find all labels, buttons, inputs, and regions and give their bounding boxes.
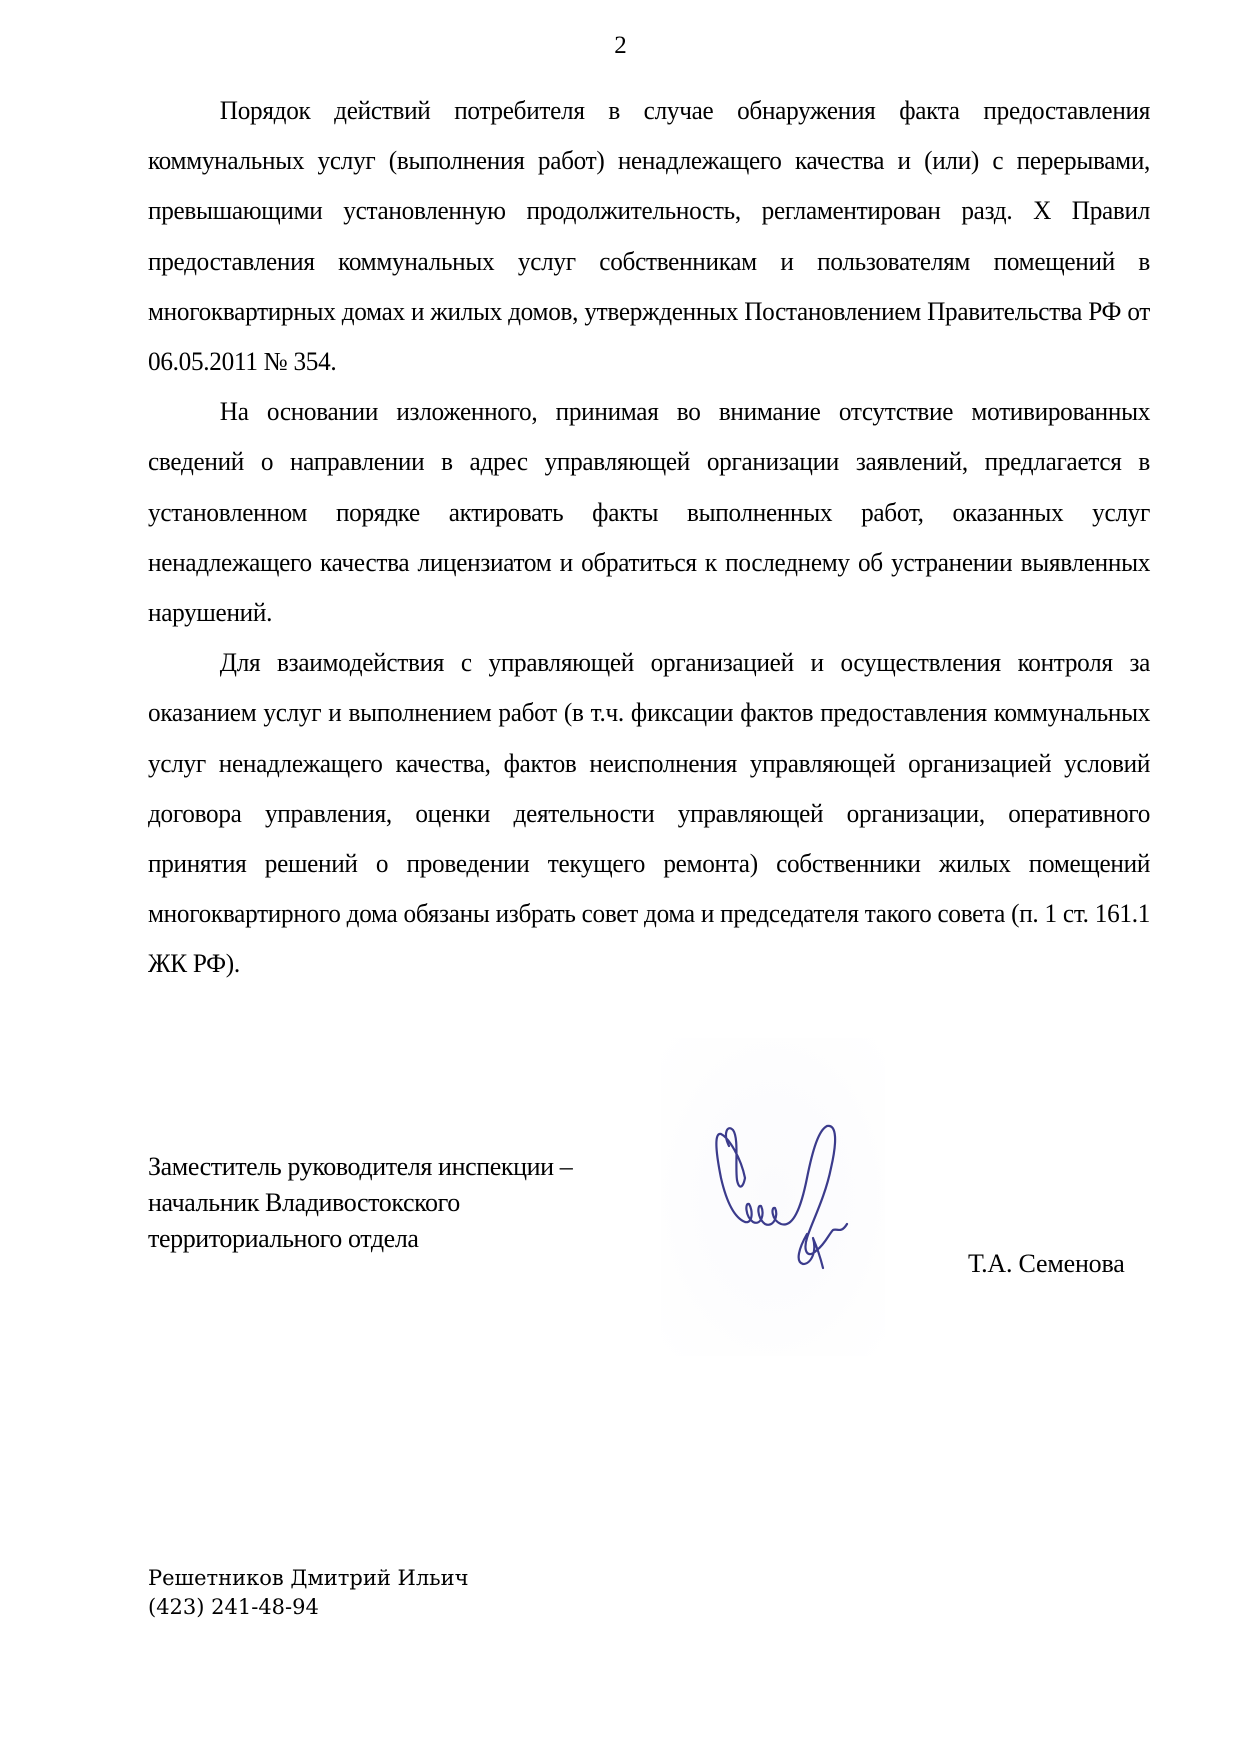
- signature-icon: [661, 1038, 885, 1356]
- paragraph-house-council: Для взаимодействия с управляющей организацией и осуществления контроля за оказанием услуг и выполнением работ (в т.ч. фиксации фактов предоставления коммунальных услуг ненадлежащего качества, фактов неисполнения управляющей организацией условий договора управления, оценки деятельности управляющей организации, оперативного принятия решений о проведении текущего ремонта) собственники жилых помещений многоквартирного дома обязаны избрать совет дома и председателя такого совета (п. 1 ст. 161.1 ЖК РФ).: [148, 648, 1151, 979]
- executor-contact: [148, 1564, 469, 1622]
- signatory-position: [148, 1149, 572, 1257]
- executor-name: Решетников Дмитрий Ильич: [148, 1566, 469, 1590]
- executor-phone: (423) 241-48-94: [148, 1595, 319, 1619]
- position-line: Заместитель руководителя инспекции –: [148, 1152, 573, 1181]
- signatory-name: Т.А. Семенова: [968, 1249, 1125, 1278]
- position-line: территориального отдела: [148, 1224, 419, 1253]
- paragraph-proposal: На основании изложенного, принимая во внимание отсутствие мотивированных сведений о направлении в адрес управляющей организации заявлений, предлагается в установленном порядке актировать факты выполненных работ, оказанных услуг ненадлежащего качества лицензиатом и обратиться к последнему об устранении выявленных нарушений.: [148, 397, 1151, 628]
- paragraph-consumer-procedure: Порядок действий потребителя в случае обнаружения факта предоставления коммунальных услуг (выполнения работ) ненадлежащего качества и (или) с перерывами, превышающими установленную продолжительность, регламентирован разд. X Правил предоставления коммунальных услуг собственникам и пользователям помещений в многоквартирных домах и жилых домов, утвержденных Постановлением Правительства РФ от 06.05.2011 № 354.: [148, 96, 1151, 377]
- position-line: начальник Владивостокского: [148, 1188, 460, 1217]
- letter-body: [148, 86, 1150, 990]
- page-number: 2: [614, 32, 627, 59]
- handwritten-signature: [661, 1038, 885, 1356]
